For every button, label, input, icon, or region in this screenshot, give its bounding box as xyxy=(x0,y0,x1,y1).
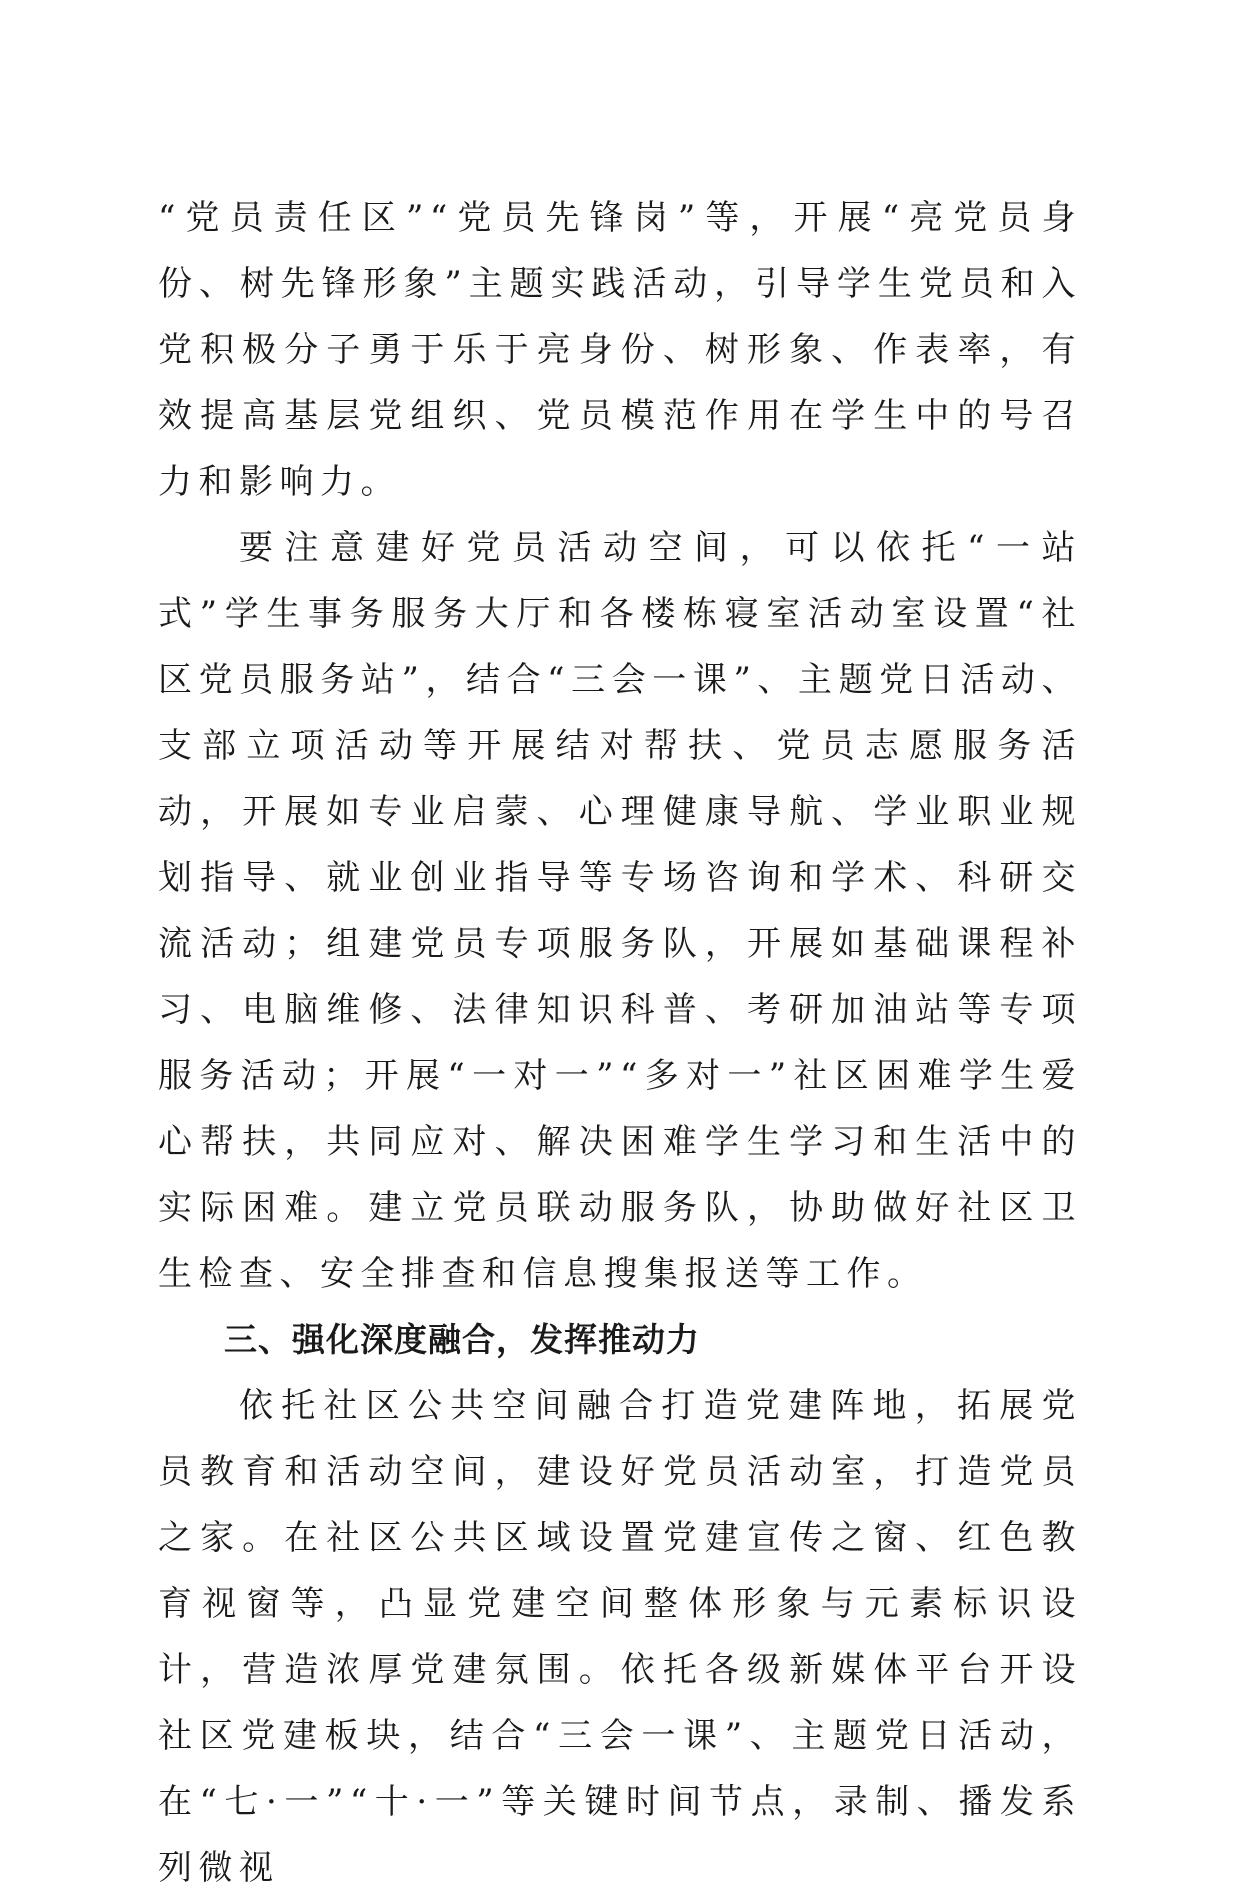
document-page xyxy=(158,185,1082,1901)
paragraph-community-space: 依托社区公共空间融合打造党建阵地，拓展党员教育和活动空间，建设好党员活动室，打造党员之家。在社区公共区域设置党建宣传之窗、红色教育视窗等，凸显党建空间整体形象与元素标识设计，营造浓厚党建氛围。依托各级新媒体平台开设社区党建板块，结合“三会一课”、主题党日活动，在“七·一”“十·一”等关键时间节点，录制、播发系列微视 xyxy=(158,1386,1082,1888)
paragraph-activity-space: 要注意建好党员活动空间，可以依托“一站式”学生事务服务大厅和各楼栋寝室活动室设置“社区党员服务站”，结合“三会一课”、主题党日活动、支部立项活动等开展结对帮扶、党员志愿服务活动，开展如专业启蒙、心理健康导航、学业职业规划指导、就业创业指导等专场咨询和学术、科研交流活动；组建党员专项服务队，开展如基础课程补习、电脑维修、法律知识科普、考研加油站等专项服务活动；开展“一对一”“多对一”社区困难学生爱心帮扶，共同应对、解决困难学生学习和生活中的实际困难。建立党员联动服务队，协助做好社区卫生检查、安全排查和信息搜集报送等工作。 xyxy=(158,528,1082,1294)
section-heading-three: 三、强化深度融合，发挥推动力 xyxy=(224,1320,700,1359)
paragraph-party-responsibility: “党员责任区”“党员先锋岗”等，开展“亮党员身份、树先锋形象”主题实践活动，引导学生党员和入党积极分子勇于乐于亮身份、树形象、作表率，有效提高基层党组织、党员模范作用在学生中的号召力和影响力。 xyxy=(158,198,1082,502)
